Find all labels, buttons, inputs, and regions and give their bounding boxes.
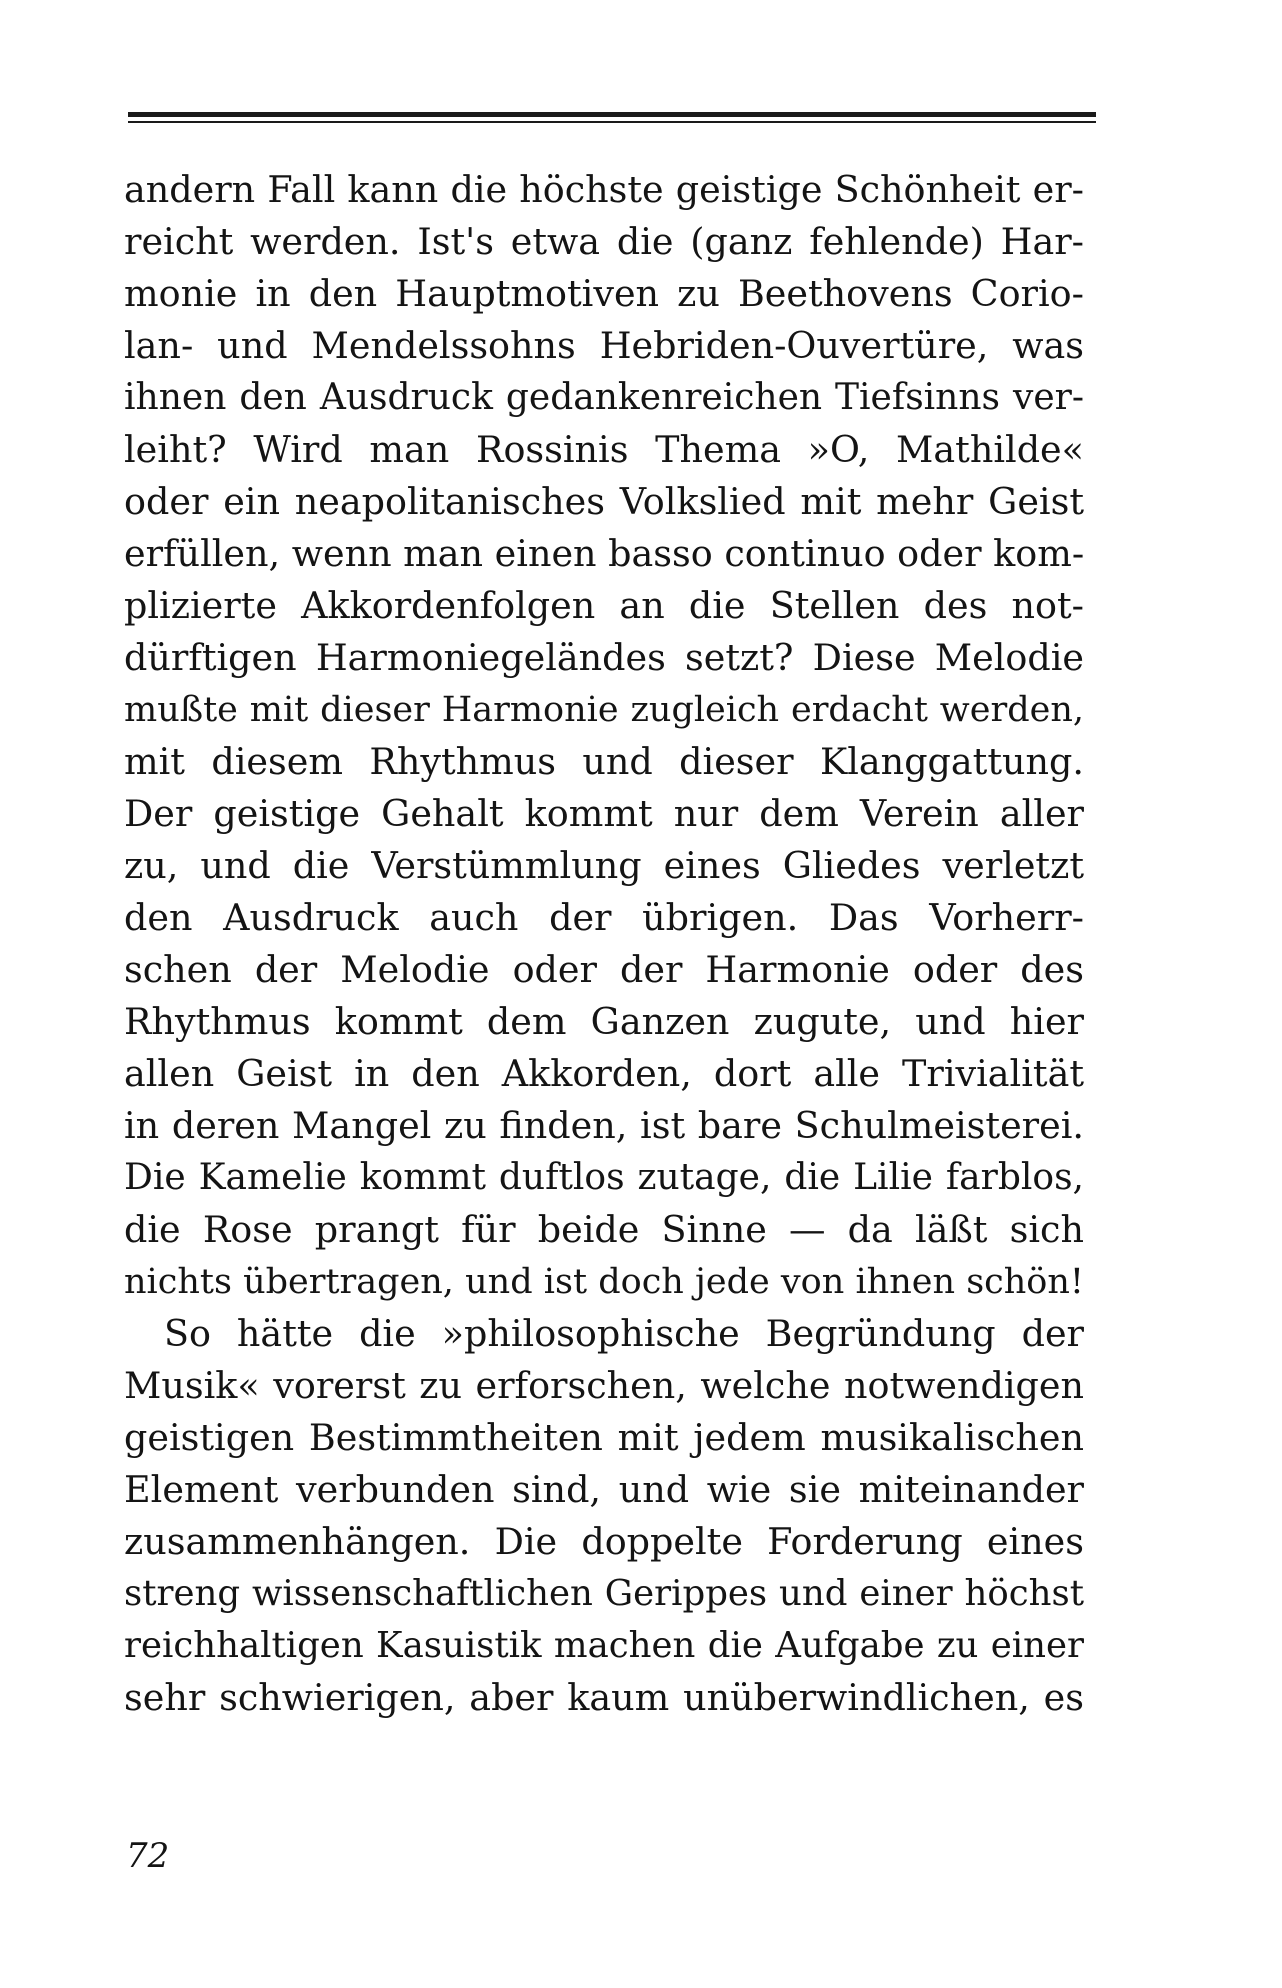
text-line: andern Fall kann die höchste geistige Schönheit er- — [124, 168, 1084, 211]
text-line: streng wissenschaftlichen Gerippes und einer höchst — [124, 1573, 1084, 1614]
text-line: lan- und Mendelssohns Hebriden-Ouvertüre, was — [124, 324, 1084, 367]
text-line: geistigen Bestimmtheiten mit jedem musikalischen — [124, 1416, 1084, 1459]
text-line: allen Geist in den Akkorden, dort alle Trivialität — [124, 1052, 1084, 1095]
text-line: zusammenhängen. Die doppelte Forderung eines — [124, 1520, 1084, 1563]
text-line: Die Kamelie kommt duftlos zutage, die Lilie farblos, — [124, 1157, 1084, 1198]
header-rule-thick — [128, 112, 1096, 117]
text-line: Element verbunden sind, und wie sie miteinander — [124, 1468, 1084, 1511]
body-text — [124, 164, 1084, 1724]
text-line: die Rose prangt für beide Sinne — da läßt sich — [124, 1208, 1084, 1251]
text-line: Musik« vorerst zu erforschen, welche notwendigen — [124, 1364, 1084, 1407]
page-number: 72 — [126, 1836, 170, 1876]
text-line: leiht? Wird man Rossinis Thema »O, Mathilde« — [124, 428, 1084, 471]
text-line: in deren Mangel zu finden, ist bare Schulmeisterei. — [124, 1104, 1084, 1147]
text-line: ihnen den Ausdruck gedankenreichen Tiefsinns ver- — [124, 377, 1084, 418]
text-line: den Ausdruck auch der übrigen. Das Vorherr- — [124, 896, 1084, 939]
text-line: monie in den Hauptmotiven zu Beethovens Corio- — [124, 272, 1084, 315]
text-line: zu, und die Verstümmlung eines Gliedes verletzt — [124, 844, 1084, 887]
header-rule — [128, 112, 1096, 126]
text-line: plizierte Akkordenfolgen an die Stellen des not- — [124, 584, 1084, 627]
text-line: mit diesem Rhythmus und dieser Klanggattung. — [124, 740, 1084, 783]
text-line: So hätte die »philosophische Begründung der — [164, 1312, 1084, 1355]
header-rule-thin — [128, 121, 1096, 123]
text-line: Der geistige Gehalt kommt nur dem Verein aller — [124, 792, 1084, 835]
text-line: sehr schwierigen, aber kaum unüberwindlichen, es — [124, 1676, 1084, 1719]
text-line: nichts übertragen, und ist doch jede von ihnen schön! — [124, 1262, 1084, 1302]
text-line: oder ein neapolitanisches Volkslied mit mehr Geist — [124, 480, 1084, 523]
text-line: reichhaltigen Kasuistik machen die Aufgabe zu einer — [124, 1625, 1084, 1666]
text-line: dürftigen Harmoniegeländes setzt? Diese Melodie — [124, 636, 1084, 679]
text-line: mußte mit dieser Harmonie zugleich erdacht werden, — [124, 690, 1084, 730]
text-line: reicht werden. Ist's etwa die (ganz fehlende) Har- — [124, 220, 1084, 263]
text-line: Rhythmus kommt dem Ganzen zugute, und hier — [124, 1000, 1084, 1043]
text-line: schen der Melodie oder der Harmonie oder des — [124, 948, 1084, 991]
text-line: erfüllen, wenn man einen basso continuo oder kom- — [124, 532, 1085, 575]
